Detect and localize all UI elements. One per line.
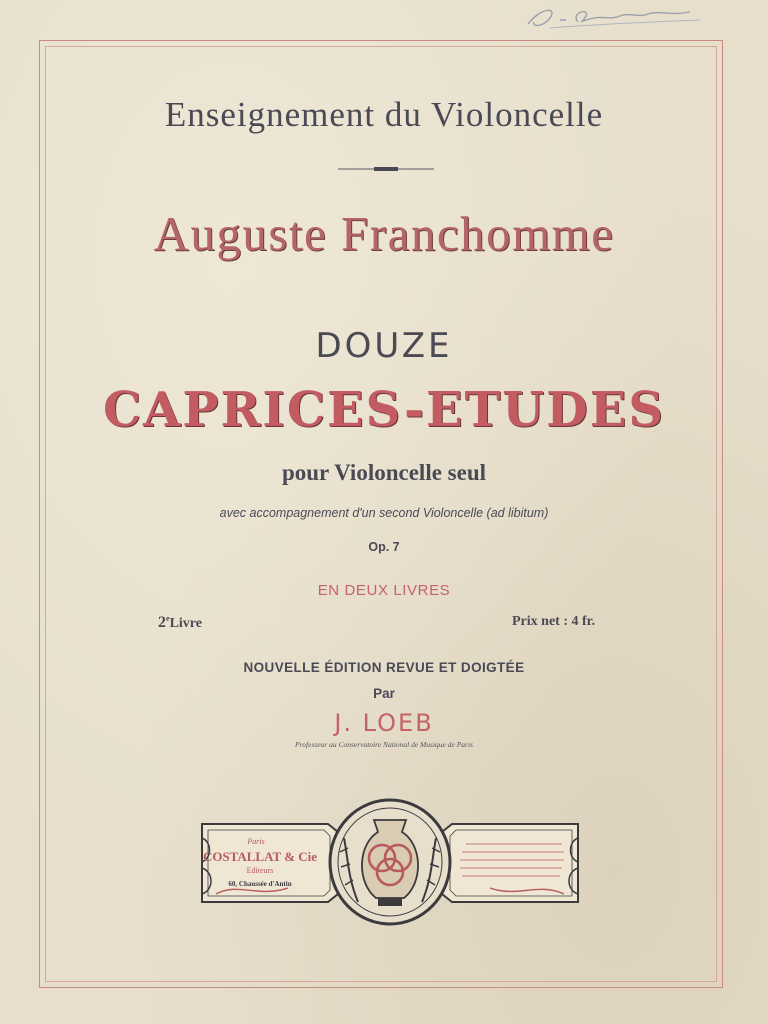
accompaniment-line: avec accompagnement d'un second Violoncelle (ad libitum) xyxy=(219,506,549,520)
by-label: Par xyxy=(373,686,395,701)
volume-label xyxy=(158,614,202,632)
editor-name: J. LOEB xyxy=(334,709,434,737)
work-prefix: DOUZE xyxy=(315,326,453,366)
composer-name: Auguste Franchomme xyxy=(153,206,615,261)
publisher-role: Editeurs xyxy=(246,866,274,875)
work-title: CAPRICES-ETUDES xyxy=(102,382,666,438)
publisher-name: COSTALLAT & Cie xyxy=(202,849,318,864)
books-note: EN DEUX LIVRES xyxy=(317,582,451,599)
volume-superscript: e xyxy=(166,614,170,623)
handwritten-signature xyxy=(520,2,710,32)
opus-number: Op. 7 xyxy=(368,540,400,554)
publisher-emblem xyxy=(198,798,582,928)
publisher-address: 60, Chaussée d'Antin xyxy=(228,880,292,888)
instrument-line: pour Violoncelle seul xyxy=(281,460,487,485)
volume-word: Livre xyxy=(169,616,202,631)
price-label: Prix net : 4 fr. xyxy=(512,614,596,629)
edition-note: NOUVELLE ÉDITION REVUE ET DOIGTÉE xyxy=(243,660,525,675)
series-title: Enseignement du Violoncelle xyxy=(164,95,604,134)
editor-title: Professeur au Conservatoire National de Musique de Paris xyxy=(295,740,473,749)
decorative-rule xyxy=(338,166,434,172)
publisher-city: Paris xyxy=(247,837,265,846)
volume-number: 2 xyxy=(158,614,166,631)
